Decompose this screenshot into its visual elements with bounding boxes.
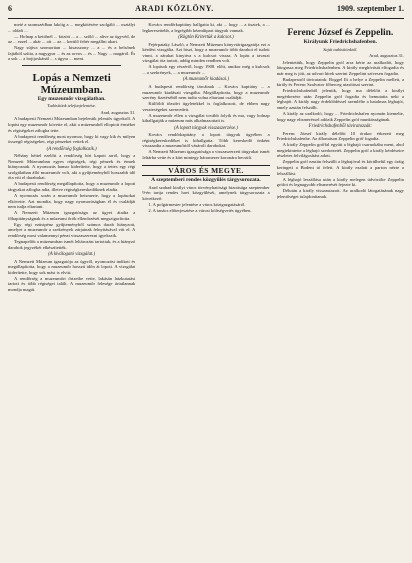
page-number: 6 xyxy=(8,4,12,13)
paragraph: A nyomozás során a muzeumőr beismerte, hogy a lopásokat elkövette. Azt mondta, hogy nagy nyomorúságban él és családját nem tudja eltartani. xyxy=(8,193,136,210)
article-headline: Lopás a Nemzeti Múzeumban. xyxy=(32,71,111,96)
article-dateline: Arad, augusztus 31. xyxy=(369,53,404,59)
section-heading: (A lopott tárgyak visszaszerzése.) xyxy=(174,125,238,131)
columns xyxy=(8,22,404,562)
paragraph: A Nemzeti Múzeum igazgatósága az ügyet átadta a főkapitányságnak és a múzeumi őrök ellenőrzését megszigorította. xyxy=(8,210,136,221)
paragraph: Fejérpataky László, a Nemzeti Múzeum könyvtárigazgatója ezt a kérdést vizsgálta. Azt hiszi, hogy a muzeumőr több darabot el tudott vinni, a zárakat kinyitva s a kulcsot vissza. A lopás a tavaszi vizsgálat óta tartott, addig minden rendben volt. xyxy=(142,41,270,64)
paragraph: A lopások egy részéről, hogy 1908. előtt, amikor még a kulcsok ... a szekrények, ... a muzeumőr ... xyxy=(142,64,270,75)
paragraph: Jelentettük, hogy Zeppelin gróf arra kérte az uralkodót, hogy látogassa meg Friedrichshafenben. A király meghívását elfogadta és már meg is jött, az udvari hírek szerint Zeppelint szívesen fogadta. xyxy=(276,59,404,76)
paragraph: A léghajó leszállása után a király melegen üdvözölte Zeppelin grófot és legnagyobb elismerését fejezte ki. xyxy=(276,176,404,188)
paragraph: A budapesti rendőrség megállapította, hogy a muzeumőr a lopott tárgyakat zálogba adta, illetve régiségkereskedőknek eladta. xyxy=(8,181,136,193)
paragraph: A király Zeppelin gróffal együtt a léghajó csarnokába ment, ahol megtekintette a léghajó szerkezetét. Zeppelin gróf a király kérdéseire részletes felvilágosítást adott. xyxy=(276,142,404,159)
paragraph: 2. A tanács előterjesztése a városi költségvetés ügyében. xyxy=(148,207,252,213)
paragraph: A budapesti rendőrség most nyomoz, hogy ki vagy kik és milyen összegű régiségeket, régi pénzeket vettek el. xyxy=(8,133,136,145)
paragraph: Zeppelin gróf ezután felszállt a léghajóval és körülbelül egy óráig keringett a Bodeni tó felett. A király ezalatt a parton nézte a felszállást. xyxy=(276,159,404,176)
paragraph: 1. A polgármester jelentése a város közigazgatásáról. xyxy=(148,201,246,207)
article-byline: Saját tudósítónktól. xyxy=(323,46,358,52)
column-3 xyxy=(277,22,404,562)
paragraph: Arad szabad királyi város törvényhatósági bizottsága szeptember 9-én tartja rendes havi közgyűlését, amelynek tárgysorozata a következő: xyxy=(142,184,270,201)
paragraph: Néhány héttel ezelőtt a rendőrség hírt kapott arról, hogy a Nemzeti Múzeumban egyes régiségek, régi pénzek és érmek hiányoznak. A nyomozás hamar kiderítette, hogy a tettes egy régi szolgálatban álló muzeumőr volt, aki a gyűjteményből hosszabb idő óta vitt el darabokat. xyxy=(8,153,136,181)
article-subheadline: Királyunk Friedrichshafenben. xyxy=(303,39,377,45)
divider xyxy=(22,65,121,66)
page-header xyxy=(8,4,404,19)
paper-title: ARADI KÖZLÖNY. xyxy=(135,4,214,13)
paragraph: A budapesti Nemzeti Múzeumban bejelentik jelentős ügyekről. A lopást egy muzeumőr követte el, akit a múzeumból elloptott érméket és régiségeket zálogba tette. xyxy=(8,116,136,133)
article-headline: Ferenc József és Zeppelin. xyxy=(287,28,394,38)
article-byline: Tudósítónk telefonjelentése. xyxy=(47,103,97,109)
article-subheadline: Egy muzeumőr vizsgálatban. xyxy=(37,95,106,102)
section-heading: Friedrichshafenből táviratozzák: xyxy=(308,124,372,130)
section-heading: (A muzeumőr kiadásai.) xyxy=(183,77,229,83)
article-subheadline: A szeptemberi rendes közgyűlés tárgysorozata. xyxy=(151,177,261,184)
column-1 xyxy=(8,22,135,562)
section-heading: (A kiválogató vizsgálat.) xyxy=(48,252,96,258)
paragraph: Délután a király visszautazott. Az uralkodó látogatásának nagy jelentőséget tulajdonítanak. xyxy=(276,188,404,199)
section-heading: (Rögtön Kritertük a kulcsot.) xyxy=(178,35,234,41)
section-title-varos-es-megye: VÁROS ÉS MEGYE. xyxy=(142,165,269,177)
column-2 xyxy=(142,22,269,562)
paragraph: A Nemzeti Múzeum igazgatója az ügyről, nyomozást indított és megállapította, hogy a muzeumőr hosszú időn át lopott. A vizsgálat kiderítette, hogy sok mást is elvitt. xyxy=(8,258,136,275)
paragraph: Kovács rendőrkapitány a lopott tárgyak ügyében a régiségkereskedőket is kihallgatta. Több kereskedő önként visszaadta a muzeumőrtől vásárolt darabokat. xyxy=(142,132,270,149)
paragraph: meté a szomszédban lakóig a ... megkötésére szolgáló ... osztályi ... oldalt ... xyxy=(8,22,136,33)
paragraph: Ferenc József király délelőtt 10 órakor érkezett meg Friedrichshafenbe. Az állomáson Zeppelin gróf fogadta. xyxy=(276,130,404,142)
issue-date: 1909. szeptember 1. xyxy=(337,4,404,13)
paragraph: A rendőrség a muzeumőrt őrizetbe vette, lakásán házkutatást tartott és több régiséget talált. A muzeumőr felesége ártatlannak mondja magát. xyxy=(8,275,136,292)
paragraph: A Nemzeti Múzeum igazgatósága a visszaszerzett tárgyakat ismét leltárba vette és a kárt mintegy háromezer koronára becsüli. xyxy=(142,149,270,161)
paragraph: Külföldi tőzsdei ügyletekkel is foglalkozott, de ebben nagy veszteségeket szenvedett. xyxy=(142,101,270,112)
paragraph: Tegnapelőtt a múzeumban ismét leltározást tartottak, és a hiányzó darabok jegyzékét elkészítették. xyxy=(8,238,136,250)
paragraph: Budapestről távirataink: Boggel Ili a helye a Zeppelin mellett, a király és Ferenc Szalvator főherceg utasításai szerint. xyxy=(276,76,404,88)
section-heading: (A rendőrség foglalkozik.) xyxy=(46,146,97,152)
paragraph: Friedrichshafenből jelentik, hogy ma délelőtt a királyt megérkezése után Zeppelin gróf fogadta és bemutatta neki a léghajót. A király nagy érdeklődéssel szemlélte a hatalmas léghajót, amely azután felszállt. xyxy=(276,88,404,111)
paragraph: Egy régi ezüstpénz gyűjteményből számos darab hiányzott, amelyet a muzeumőr a szekrények zárjainak felnyitásával vitt el. A rendőrség most valamennyi pénzt visszaszerezni igyekszik. xyxy=(8,221,136,238)
paragraph: A muzeumőr ellen a vizsgálat tovább folyik és ma, vagy holnap kihallgatják a múzeum más alkalmazottait is. xyxy=(142,112,270,124)
paragraph: — Holnap a kettőnél ... között ... a ... szőlő ... alive az ügyvéd, de az ... ezzel ... akár ... ott ... az ... kerülő fehér megállni akart. xyxy=(8,33,136,45)
paragraph: A budapesti rendőrség tárcáinak ... Kovács kapitány ... a muzeumőr kiadásait vizsgálta. Megállapította, hogy a muzeumőr szerény fizetéséből nem tudta volna eltartani családját. xyxy=(142,83,270,101)
paragraph: Nagy sújtva szomorúan ... kisasszony ... a ... és a belsőnek fajtából szítta, a nagygyar ... és az orvos ... és ... Nagy ... magáról. És a sok ... a bojtjoskánál ... s úgyra ... ment. xyxy=(8,45,136,62)
paragraph: A király az uralkodó, hogy ... Friedrichshafen nyomán kiemelte, hogy nagy elismeréssel adózik Zeppelin gróf munkásságának. xyxy=(276,111,404,122)
article-dateline: Arad, augusztus 31. xyxy=(100,109,136,115)
paragraph: Kovács rendőrkapitány hallgatta ki, aki ... hogy ... a tisztek, a ... legkeresettebb, a legrégibb kézműipari tárgyak vannak. xyxy=(142,22,270,33)
